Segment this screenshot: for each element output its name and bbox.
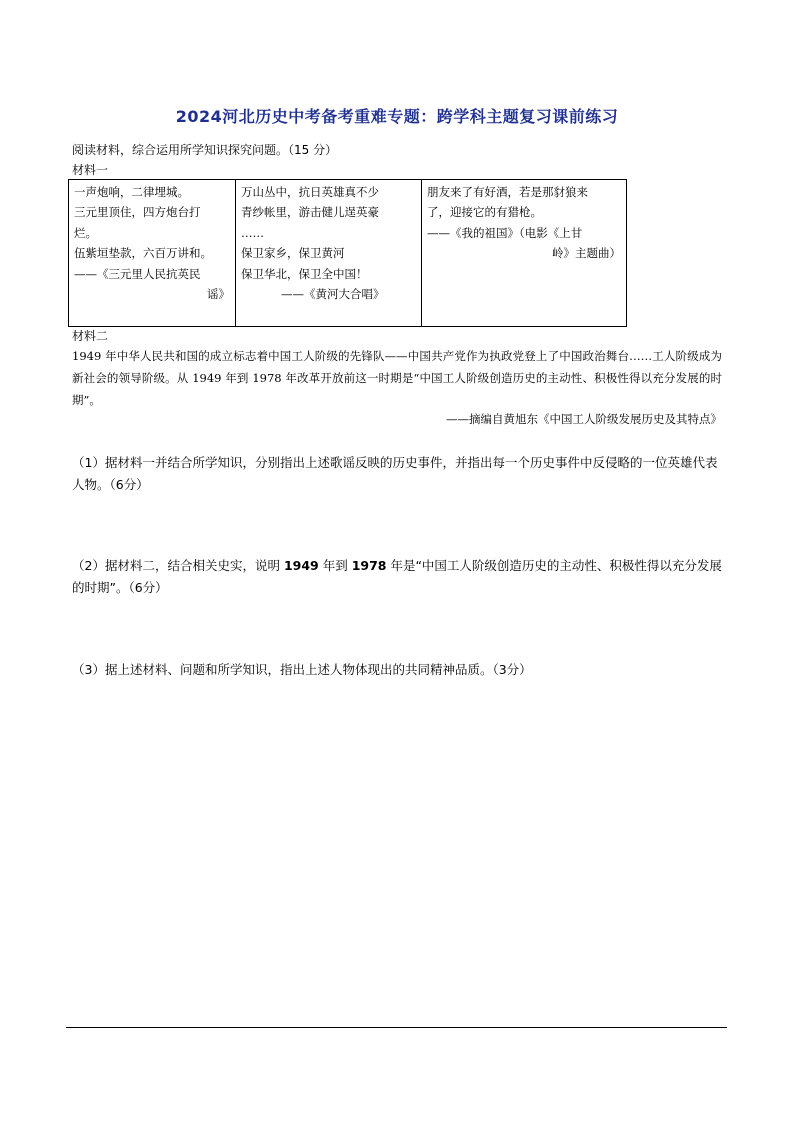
song-line: 一声炮响，二律埋城。 xyxy=(74,185,189,199)
question-1 xyxy=(72,452,724,496)
question-number: （3） xyxy=(72,662,105,677)
question-3 xyxy=(72,659,724,681)
footer-divider xyxy=(66,1027,727,1028)
intro-instruction: 阅读材料，综合运用所学知识探究问题。（15 分） xyxy=(72,143,338,157)
song-line: 保卫家乡，保卫黄河 xyxy=(241,246,345,261)
question-2 xyxy=(72,555,724,599)
material-1-table xyxy=(68,179,627,327)
material-2-label: 材料二 xyxy=(72,329,109,343)
song-line: 伍紫垣垫款，六百万讲和。 xyxy=(74,246,212,261)
song-line: 三元里顶住，四方炮台打 xyxy=(74,205,201,220)
question-text: 据上述材料、问题和所学知识，指出上述人物体现出的共同精神品质。（3分） xyxy=(104,662,532,677)
song-line: 青纱帐里，游击健儿逞英豪 xyxy=(241,205,379,220)
question-text: 据材料二，结合相关史实，说明 xyxy=(104,558,284,573)
table-cell-song-my-motherland xyxy=(422,180,627,327)
song-line: 了，迎接它的有猎枪。 xyxy=(427,205,542,220)
question-text: 年是“中国工人阶级创造历史的主动性、积极性得以充分发展的时期”。（6分） xyxy=(72,558,722,595)
page-title: 2024河北历史中考备考重难专题：跨学科主题复习课前练习 xyxy=(175,107,619,126)
material-1-label: 材料一 xyxy=(72,163,109,177)
song-source: ——《黄河大合唱》 xyxy=(281,287,385,302)
question-text: 据材料一并结合所学知识，分别指出上述歌谣反映的历史事件，并指出每一个历史事件中反侵略的一位英雄代表人物。（6分） xyxy=(72,455,718,492)
question-number: （2） xyxy=(72,558,105,573)
year-1949: 1949 xyxy=(283,558,319,573)
table-cell-song-yellow-river xyxy=(236,180,422,327)
song-line: 保卫华北，保卫全中国！ xyxy=(241,266,368,281)
table-row xyxy=(69,180,627,327)
song-line: 万山丛中，抗日英雄真不少 xyxy=(241,185,379,199)
material-2-text: 1949 年中华人民共和国的成立标志着中国工人阶级的先锋队——中国共产党作为执政党登上了中国政治舞台……工人阶级成为新社会的领导阶级。从 1949 年到 1978 年改革开放前这一时期是“中国工人阶级创造历史的主动性、积极性得以充分发展的时期”。 xyxy=(72,349,722,407)
question-text: 年到 xyxy=(318,558,352,573)
song-source: ——《我的祖国》（电影《上甘 xyxy=(427,225,583,240)
table-cell-song-sanyuanli xyxy=(69,180,236,327)
material-2-source: ——摘编自黄旭东《中国工人阶级发展历史及其特点》 xyxy=(446,412,722,426)
question-number: （1） xyxy=(72,455,105,470)
song-source-cont: 岭》主题曲） xyxy=(552,246,621,261)
song-line: 烂。 xyxy=(74,225,97,240)
song-line: 朋友来了有好酒，若是那豺狼来 xyxy=(427,185,588,199)
year-1978: 1978 xyxy=(351,558,387,573)
song-line: …… xyxy=(241,225,264,240)
song-source-cont: 谣》 xyxy=(207,287,230,302)
song-source: ——《三元里人民抗英民 xyxy=(74,266,201,281)
